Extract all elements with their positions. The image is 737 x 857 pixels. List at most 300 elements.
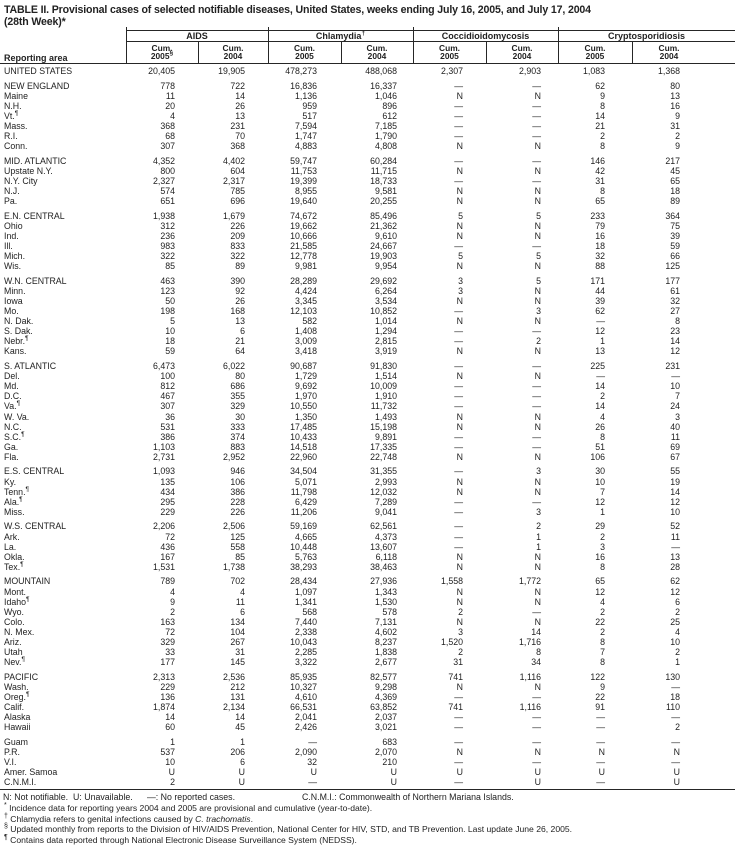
cell-coccidioidomycosis-cum-2004: N — [534, 230, 541, 241]
cell-cryptosporidiosis-cum-2004: 18 — [670, 691, 680, 702]
cell-aids-cum-2004: 6 — [240, 326, 245, 337]
cell-chlamydia-cum-2004: 63,852 — [370, 702, 397, 713]
row-spacer — [706, 422, 735, 432]
cell-coccidioidomycosis-cum-2005: — — [454, 120, 463, 131]
cell-chlamydia-cum-2005: — — [308, 777, 317, 788]
cell-chlamydia-cum-2005: 19,662 — [290, 220, 317, 231]
cell-cryptosporidiosis-cum-2004: 13 — [670, 551, 680, 562]
cell-cryptosporidiosis-cum-2005: — — [596, 722, 605, 733]
cell-cryptosporidiosis-cum-2005: 13 — [595, 346, 605, 357]
cell-chlamydia-cum-2005: 582 — [302, 316, 317, 327]
cell-aids-cum-2005: 4 — [170, 110, 175, 121]
reporting-area-n-mex: N. Mex. — [4, 626, 35, 637]
cell-coccidioidomycosis-cum-2004: 1,116 — [519, 671, 541, 682]
row-spacer — [706, 562, 735, 572]
cell-cryptosporidiosis-cum-2004: U — [673, 767, 680, 778]
cell-cryptosporidiosis-cum-2005: 18 — [595, 241, 605, 251]
cell-coccidioidomycosis-cum-2004: 2 — [536, 336, 541, 347]
reporting-area-n-h: N.H. — [4, 100, 22, 111]
table-row — [0, 466, 735, 476]
cell-cryptosporidiosis-cum-2005: 122 — [590, 671, 605, 682]
cell-coccidioidomycosis-cum-2005: N — [456, 261, 463, 272]
table-row — [0, 111, 735, 121]
cell-coccidioidomycosis-cum-2004: — — [532, 241, 541, 251]
reporting-area-n-c: N.C. — [4, 421, 22, 432]
cell-cryptosporidiosis-cum-2005: 51 — [595, 441, 605, 452]
cell-chlamydia-cum-2005: 1,097 — [294, 586, 317, 597]
cell-chlamydia-cum-2004: 20,255 — [370, 196, 397, 207]
cell-cryptosporidiosis-cum-2005: 88 — [595, 261, 605, 272]
cell-cryptosporidiosis-cum-2004: — — [671, 757, 680, 767]
cell-coccidioidomycosis-cum-2004: N — [534, 285, 541, 296]
table-row — [0, 757, 735, 767]
cell-coccidioidomycosis-cum-2004: N — [534, 616, 541, 627]
cell-chlamydia-cum-2005: 59,169 — [290, 521, 317, 532]
cell-chlamydia-cum-2005: 10,550 — [290, 401, 317, 412]
cell-chlamydia-cum-2004: 29,692 — [370, 275, 397, 286]
row-spacer — [706, 156, 735, 166]
row-spacer — [706, 121, 735, 131]
cell-cryptosporidiosis-cum-2004: 9 — [675, 141, 680, 152]
reporting-area-md: Md. — [4, 381, 19, 392]
table-row — [0, 211, 735, 221]
cell-cryptosporidiosis-cum-2005: 91 — [595, 702, 605, 713]
row-spacer — [706, 371, 735, 381]
table-row — [0, 156, 735, 166]
cell-cryptosporidiosis-cum-2005: 29 — [595, 521, 605, 532]
cell-chlamydia-cum-2005: 90,687 — [290, 361, 317, 372]
cell-coccidioidomycosis-cum-2005: N — [456, 746, 463, 757]
cell-aids-cum-2005: 135 — [160, 476, 175, 487]
subheader-aids-cum-2005: Cum. 2005§ — [150, 42, 174, 62]
cell-chlamydia-cum-2004: 31,355 — [370, 466, 397, 477]
cell-cryptosporidiosis-cum-2004: — — [671, 371, 680, 382]
cell-chlamydia-cum-2005: 3,009 — [294, 336, 317, 347]
cell-chlamydia-cum-2005: 959 — [302, 100, 317, 111]
cell-aids-cum-2005: 1,093 — [152, 466, 175, 477]
reporting-area-wyo: Wyo. — [4, 606, 24, 617]
cell-coccidioidomycosis-cum-2004: — — [532, 712, 541, 723]
cell-coccidioidomycosis-cum-2004: N — [534, 551, 541, 562]
cell-chlamydia-cum-2005: 12,103 — [290, 306, 317, 317]
cell-aids-cum-2004: 134 — [230, 616, 245, 627]
legend-cnmi: C.N.M.I.: Commonwealth of Northern Mariana Islands. — [302, 792, 514, 803]
cell-chlamydia-cum-2004: 1,514 — [374, 371, 397, 382]
cell-cryptosporidiosis-cum-2004: 2 — [675, 131, 680, 142]
cell-chlamydia-cum-2004: 1,493 — [374, 411, 397, 422]
cell-cryptosporidiosis-cum-2004: 3 — [675, 411, 680, 422]
row-spacer — [706, 66, 735, 76]
cell-aids-cum-2004: 21 — [235, 336, 245, 347]
cell-coccidioidomycosis-cum-2004: N — [534, 371, 541, 382]
cell-aids-cum-2004: 1,679 — [222, 210, 245, 221]
cell-cryptosporidiosis-cum-2005: 2 — [600, 531, 605, 542]
table-row — [0, 391, 735, 401]
cell-cryptosporidiosis-cum-2004: 12 — [670, 586, 680, 597]
table-row — [0, 507, 735, 517]
cell-chlamydia-cum-2004: 17,335 — [370, 441, 397, 452]
cell-chlamydia-cum-2004: 9,610 — [374, 230, 397, 241]
legend — [0, 792, 735, 803]
footnote-marker: ¶ — [14, 109, 19, 117]
cell-aids-cum-2005: 651 — [160, 196, 175, 207]
cell-cryptosporidiosis-cum-2005: 42 — [595, 165, 605, 176]
cell-chlamydia-cum-2004: U — [390, 777, 397, 788]
cell-cryptosporidiosis-cum-2005: 8 — [600, 636, 605, 647]
cell-coccidioidomycosis-cum-2005: 741 — [448, 702, 463, 713]
cell-coccidioidomycosis-cum-2004: — — [532, 131, 541, 142]
cell-cryptosporidiosis-cum-2005: 62 — [595, 80, 605, 91]
cell-aids-cum-2005: 436 — [160, 541, 175, 552]
cell-coccidioidomycosis-cum-2005: 31 — [453, 657, 463, 668]
cell-chlamydia-cum-2004: 578 — [382, 606, 397, 617]
table-row — [0, 487, 735, 497]
row-spacer — [706, 296, 735, 306]
row-spacer — [706, 91, 735, 101]
cell-cryptosporidiosis-cum-2005: 21 — [595, 120, 605, 131]
cell-aids-cum-2005: 531 — [160, 421, 175, 432]
row-spacer — [706, 211, 735, 221]
reporting-area-c-n-m-i: C.N.M.I. — [4, 777, 37, 788]
cell-coccidioidomycosis-cum-2004: 1,116 — [519, 702, 541, 713]
cell-chlamydia-cum-2005: 3,345 — [294, 295, 317, 306]
cell-coccidioidomycosis-cum-2004: — — [532, 120, 541, 131]
cell-aids-cum-2004: 45 — [235, 722, 245, 733]
cell-coccidioidomycosis-cum-2004: 34 — [531, 657, 541, 668]
cell-aids-cum-2004: 70 — [235, 131, 245, 142]
cell-cryptosporidiosis-cum-2004: 62 — [670, 576, 680, 587]
cell-aids-cum-2005: 322 — [160, 251, 175, 262]
cell-chlamydia-cum-2005: 28,434 — [290, 576, 317, 587]
reporting-area-ill: Ill. — [4, 241, 13, 251]
cell-cryptosporidiosis-cum-2005: 8 — [600, 141, 605, 152]
cell-coccidioidomycosis-cum-2005: — — [454, 541, 463, 552]
cell-coccidioidomycosis-cum-2004: 14 — [531, 626, 541, 637]
cell-aids-cum-2005: 574 — [160, 186, 175, 197]
table-row — [0, 401, 735, 411]
cell-coccidioidomycosis-cum-2005: — — [454, 175, 463, 186]
cell-coccidioidomycosis-cum-2005: — — [454, 391, 463, 402]
cell-aids-cum-2004: 1,738 — [222, 561, 245, 572]
cell-coccidioidomycosis-cum-2004: — — [532, 175, 541, 186]
table-row — [0, 101, 735, 111]
cell-chlamydia-cum-2004: 2,993 — [374, 476, 397, 487]
cell-cryptosporidiosis-cum-2005: 2 — [600, 626, 605, 637]
row-spacer — [706, 412, 735, 422]
cell-aids-cum-2004: 19,905 — [218, 66, 245, 76]
cell-cryptosporidiosis-cum-2005: 1,083 — [582, 66, 605, 76]
cell-coccidioidomycosis-cum-2004: — — [532, 431, 541, 442]
cell-coccidioidomycosis-cum-2005: — — [454, 521, 463, 532]
cell-coccidioidomycosis-cum-2004: N — [534, 476, 541, 487]
cell-aids-cum-2005: 177 — [160, 657, 175, 668]
reporting-area-vt: Vt.¶ — [4, 109, 19, 121]
cell-cryptosporidiosis-cum-2005: 14 — [595, 110, 605, 121]
cell-coccidioidomycosis-cum-2004: 5 — [536, 251, 541, 262]
footnote-marker: ¶ — [26, 595, 30, 603]
cell-aids-cum-2004: 2,506 — [222, 521, 245, 532]
cell-coccidioidomycosis-cum-2004: — — [532, 80, 541, 91]
cell-chlamydia-cum-2004: 11,715 — [370, 165, 397, 176]
row-spacer — [706, 346, 735, 356]
cell-aids-cum-2004: 31 — [235, 647, 245, 658]
cell-cryptosporidiosis-cum-2004: U — [673, 777, 680, 788]
cell-chlamydia-cum-2005: 19,399 — [290, 175, 317, 186]
cell-aids-cum-2005: 4,352 — [152, 155, 175, 166]
cell-chlamydia-cum-2004: 22,748 — [370, 451, 397, 462]
cell-coccidioidomycosis-cum-2005: N — [456, 486, 463, 497]
reporting-area-ark: Ark. — [4, 531, 20, 542]
cell-chlamydia-cum-2004: 9,041 — [374, 506, 397, 517]
cell-aids-cum-2005: 163 — [160, 616, 175, 627]
cell-cryptosporidiosis-cum-2005: 1 — [600, 506, 605, 517]
column-group-coccidioidomycosis: Coccidioidomycosis — [441, 31, 530, 41]
cell-coccidioidomycosis-cum-2005: — — [454, 431, 463, 442]
row-spacer — [706, 286, 735, 296]
cell-aids-cum-2004: 106 — [230, 476, 245, 487]
cell-chlamydia-cum-2005: 4,610 — [294, 691, 317, 702]
cell-coccidioidomycosis-cum-2004: — — [532, 736, 541, 747]
footnote-marker: ¶ — [16, 400, 21, 408]
cell-coccidioidomycosis-cum-2005: N — [456, 421, 463, 432]
cell-chlamydia-cum-2005: 9,692 — [294, 381, 317, 392]
cell-coccidioidomycosis-cum-2004: — — [532, 361, 541, 372]
cell-cryptosporidiosis-cum-2004: 39 — [670, 230, 680, 241]
cell-cryptosporidiosis-cum-2005: 39 — [595, 295, 605, 306]
cell-coccidioidomycosis-cum-2004: 5 — [536, 275, 541, 286]
cell-coccidioidomycosis-cum-2004: — — [532, 381, 541, 392]
row-spacer — [706, 196, 735, 206]
cell-chlamydia-cum-2005: 10,043 — [290, 636, 317, 647]
cell-chlamydia-cum-2004: 1,046 — [374, 90, 397, 101]
cell-chlamydia-cum-2004: 15,198 — [370, 421, 397, 432]
cell-aids-cum-2004: 226 — [230, 506, 245, 517]
cell-chlamydia-cum-2004: 85,496 — [370, 210, 397, 221]
cell-chlamydia-cum-2005: 517 — [302, 110, 317, 121]
reporting-area-n-j: N.J. — [4, 186, 20, 197]
cell-cryptosporidiosis-cum-2004: 14 — [670, 486, 680, 497]
subheader-aids-cum-2004: Cum. 2004 — [222, 42, 244, 62]
cell-cryptosporidiosis-cum-2005: 3 — [600, 541, 605, 552]
cell-aids-cum-2005: 307 — [160, 401, 175, 412]
reporting-area-iowa: Iowa — [4, 295, 23, 306]
cell-cryptosporidiosis-cum-2005: 2 — [600, 606, 605, 617]
cell-coccidioidomycosis-cum-2005: N — [456, 220, 463, 231]
cell-coccidioidomycosis-cum-2005: N — [456, 141, 463, 152]
footnote-asterisk: * Incidence data for reporting years 2004 and 2005 are provisional and cumulative (year-to-date). — [4, 802, 373, 814]
cell-aids-cum-2005: 10 — [165, 326, 175, 337]
cell-cryptosporidiosis-cum-2004: 13 — [670, 90, 680, 101]
cell-chlamydia-cum-2005: 21,585 — [290, 241, 317, 251]
row-spacer — [706, 391, 735, 401]
cell-aids-cum-2005: 229 — [160, 681, 175, 692]
cell-aids-cum-2004: 6,022 — [222, 361, 245, 372]
footnotes — [0, 803, 735, 845]
cell-chlamydia-cum-2004: 11,732 — [370, 401, 397, 412]
cell-aids-cum-2004: 13 — [235, 110, 245, 121]
cell-cryptosporidiosis-cum-2004: 25 — [670, 616, 680, 627]
cell-cryptosporidiosis-cum-2004: 217 — [665, 155, 680, 166]
reporting-area-pa: Pa. — [4, 196, 18, 207]
cell-coccidioidomycosis-cum-2005: 1,520 — [440, 636, 463, 647]
cell-aids-cum-2005: 20,405 — [148, 66, 175, 76]
cell-aids-cum-2005: 18 — [165, 336, 175, 347]
cell-cryptosporidiosis-cum-2005: — — [596, 757, 605, 767]
cell-coccidioidomycosis-cum-2005: — — [454, 777, 463, 788]
cell-coccidioidomycosis-cum-2004: N — [534, 486, 541, 497]
cell-chlamydia-cum-2005: 11,798 — [290, 486, 317, 497]
cell-chlamydia-cum-2005: 10,327 — [290, 681, 317, 692]
cell-chlamydia-cum-2004: 1,910 — [374, 391, 397, 402]
cell-aids-cum-2004: 2,536 — [222, 671, 245, 682]
cell-cryptosporidiosis-cum-2004: 177 — [665, 275, 680, 286]
cell-aids-cum-2005: 295 — [160, 496, 175, 507]
footnote-marker: ¶ — [26, 691, 30, 699]
cell-cryptosporidiosis-cum-2005: 22 — [595, 691, 605, 702]
table-row — [0, 587, 735, 597]
cell-coccidioidomycosis-cum-2004: U — [534, 777, 541, 788]
cell-aids-cum-2004: 64 — [235, 346, 245, 357]
cell-chlamydia-cum-2004: 3,919 — [374, 346, 397, 357]
cell-cryptosporidiosis-cum-2004: 125 — [665, 261, 680, 272]
cell-coccidioidomycosis-cum-2004: N — [534, 596, 541, 607]
cell-cryptosporidiosis-cum-2004: 2 — [675, 647, 680, 658]
cell-coccidioidomycosis-cum-2004: N — [534, 295, 541, 306]
cell-coccidioidomycosis-cum-2004: 5 — [536, 210, 541, 221]
footnote-symbol: ¶ — [4, 833, 8, 841]
cell-cryptosporidiosis-cum-2004: 12 — [670, 346, 680, 357]
reporting-area-wis: Wis. — [4, 261, 22, 272]
subheader-coccidioidomycosis-cum-2005: Cum. 2005 — [439, 42, 460, 62]
cell-coccidioidomycosis-cum-2004: N — [534, 196, 541, 207]
cell-coccidioidomycosis-cum-2005: U — [456, 767, 463, 778]
cell-cryptosporidiosis-cum-2004: 364 — [665, 210, 680, 221]
reporting-area-utah: Utah — [4, 647, 23, 658]
table-row — [0, 562, 735, 572]
cell-coccidioidomycosis-cum-2004: N — [534, 451, 541, 462]
cell-aids-cum-2005: 60 — [165, 722, 175, 733]
cell-chlamydia-cum-2004: 6,118 — [375, 551, 397, 562]
cell-cryptosporidiosis-cum-2005: 7 — [600, 486, 605, 497]
cell-chlamydia-cum-2004: 18,733 — [370, 175, 397, 186]
cell-coccidioidomycosis-cum-2004: 8 — [536, 647, 541, 658]
cell-coccidioidomycosis-cum-2005: N — [456, 316, 463, 327]
table-row — [0, 231, 735, 241]
cell-aids-cum-2004: 722 — [230, 80, 245, 91]
cell-cryptosporidiosis-cum-2005: 4 — [600, 411, 605, 422]
reporting-area-w-s-central: W.S. CENTRAL — [4, 521, 67, 532]
table-row — [0, 552, 735, 562]
cell-aids-cum-2004: 604 — [230, 165, 245, 176]
cell-coccidioidomycosis-cum-2004: — — [532, 326, 541, 337]
cell-chlamydia-cum-2005: 38,293 — [290, 561, 317, 572]
cell-chlamydia-cum-2005: 5,763 — [294, 551, 317, 562]
cell-chlamydia-cum-2004: 7,185 — [374, 120, 397, 131]
table-row — [0, 196, 735, 206]
cell-chlamydia-cum-2005: 85,935 — [290, 671, 317, 682]
column-group-chlamydia: Chlamydia† — [315, 30, 366, 41]
cell-chlamydia-cum-2005: 28,289 — [290, 275, 317, 286]
cell-chlamydia-cum-2004: 210 — [382, 757, 397, 767]
cell-cryptosporidiosis-cum-2005: 65 — [595, 196, 605, 207]
table-row — [0, 166, 735, 176]
cell-cryptosporidiosis-cum-2005: 8 — [600, 100, 605, 111]
cell-aids-cum-2005: 50 — [165, 295, 175, 306]
row-spacer — [706, 306, 735, 316]
cell-cryptosporidiosis-cum-2004: 18 — [670, 186, 680, 197]
cell-coccidioidomycosis-cum-2005: — — [454, 336, 463, 347]
cell-coccidioidomycosis-cum-2004: N — [534, 186, 541, 197]
row-spacer — [706, 401, 735, 411]
cell-coccidioidomycosis-cum-2004: — — [532, 155, 541, 166]
cell-chlamydia-cum-2005: 1,136 — [294, 90, 317, 101]
cell-cryptosporidiosis-cum-2005: 65 — [595, 576, 605, 587]
cell-cryptosporidiosis-cum-2004: 55 — [670, 466, 680, 477]
cell-chlamydia-cum-2005: 6,429 — [294, 496, 317, 507]
table-row — [0, 276, 735, 286]
cell-chlamydia-cum-2005: 4,665 — [294, 531, 317, 542]
row-spacer — [706, 251, 735, 261]
cell-chlamydia-cum-2005: 1,970 — [294, 391, 317, 402]
cell-cryptosporidiosis-cum-2004: 89 — [670, 196, 680, 207]
cell-aids-cum-2005: 2,731 — [152, 451, 175, 462]
cell-cryptosporidiosis-cum-2005: 4 — [600, 596, 605, 607]
cell-chlamydia-cum-2004: 82,577 — [370, 671, 397, 682]
footnote-marker: ¶ — [20, 560, 24, 568]
table-row — [0, 452, 735, 462]
cell-chlamydia-cum-2004: 612 — [382, 110, 397, 121]
cell-coccidioidomycosis-cum-2004: 1 — [536, 541, 541, 552]
cell-aids-cum-2005: 2,327 — [152, 175, 175, 186]
cell-chlamydia-cum-2004: 21,362 — [370, 220, 397, 231]
row-spacer — [706, 597, 735, 607]
cell-cryptosporidiosis-cum-2004: 24 — [670, 401, 680, 412]
cell-aids-cum-2005: 1 — [170, 736, 175, 747]
cell-chlamydia-cum-2004: 12,032 — [370, 486, 397, 497]
cell-coccidioidomycosis-cum-2004: N — [534, 165, 541, 176]
cell-cryptosporidiosis-cum-2004: 66 — [670, 251, 680, 262]
cell-cryptosporidiosis-cum-2005: U — [598, 767, 605, 778]
cell-cryptosporidiosis-cum-2004: 2 — [675, 722, 680, 733]
cell-aids-cum-2005: 1,938 — [152, 210, 175, 221]
row-spacer — [706, 712, 735, 722]
cell-chlamydia-cum-2005: 2,338 — [294, 626, 317, 637]
cell-coccidioidomycosis-cum-2005: — — [454, 506, 463, 517]
cell-aids-cum-2004: 946 — [230, 466, 245, 477]
cell-aids-cum-2004: 558 — [230, 541, 245, 552]
reporting-area-pacific: PACIFIC — [4, 671, 39, 682]
cell-aids-cum-2005: 2 — [170, 777, 175, 788]
cell-coccidioidomycosis-cum-2004: U — [534, 767, 541, 778]
reporting-area-hawaii: Hawaii — [4, 722, 31, 733]
footnote-symbol: * — [4, 802, 7, 810]
table-row — [0, 81, 735, 91]
cell-aids-cum-2004: 386 — [230, 486, 245, 497]
cell-aids-cum-2005: 789 — [160, 576, 175, 587]
table-row — [0, 637, 735, 647]
cell-cryptosporidiosis-cum-2005: — — [596, 371, 605, 382]
cell-cryptosporidiosis-cum-2004: 8 — [675, 316, 680, 327]
reporting-area-amer-samoa: Amer. Samoa — [4, 767, 58, 778]
cell-coccidioidomycosis-cum-2004: N — [534, 421, 541, 432]
row-spacer — [706, 101, 735, 111]
legend-unavailable: U: Unavailable. — [73, 792, 133, 803]
table-row — [0, 702, 735, 712]
cell-chlamydia-cum-2004: 9,581 — [374, 186, 397, 197]
cell-coccidioidomycosis-cum-2005: — — [454, 401, 463, 412]
cell-coccidioidomycosis-cum-2005: — — [454, 110, 463, 121]
row-spacer — [706, 702, 735, 712]
